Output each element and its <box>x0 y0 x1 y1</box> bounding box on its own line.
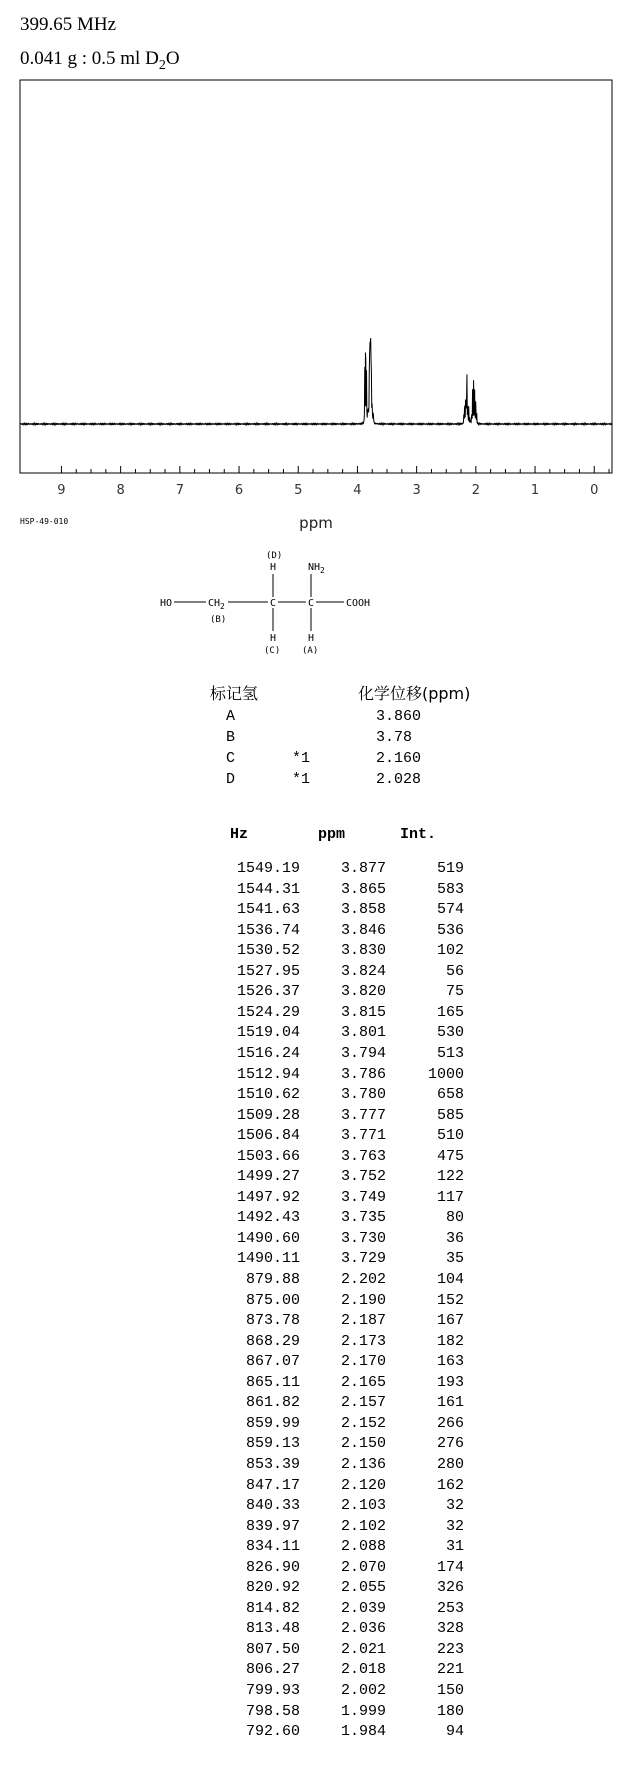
peak-hz: 1544.31 <box>236 880 300 898</box>
peak-ppm: 2.152 <box>340 1414 386 1432</box>
x-tick-label: 5 <box>294 483 303 498</box>
peak-table-row <box>0 1682 626 1703</box>
peak-hz: 879.88 <box>245 1271 300 1288</box>
assignment-header-label: 标记氢 <box>210 684 259 703</box>
peak-hz: 792.60 <box>245 1723 300 1741</box>
x-axis-ticks <box>61 466 609 473</box>
x-tick-label: 8 <box>116 483 125 498</box>
peak-intensity: 276 <box>436 1435 464 1453</box>
peak-table-row <box>0 1415 626 1436</box>
spectrometer-frequency: 399.65 MHz <box>20 14 117 35</box>
x-tick-label: 1 <box>530 483 540 498</box>
peak-ppm: 2.173 <box>340 1332 386 1350</box>
assignment-label: A <box>226 708 236 725</box>
peak-intensity: 35 <box>445 1250 464 1268</box>
assignment-note: *1 <box>292 771 311 788</box>
peak-hz: 1499.27 <box>236 1168 300 1186</box>
atom-ch2-text: CH <box>208 598 221 609</box>
peak-hz: 1536.74 <box>236 921 300 939</box>
peak-ppm: 3.858 <box>340 901 386 919</box>
peak-ppm: 3.794 <box>340 1044 386 1062</box>
peak-ppm: 3.865 <box>340 880 386 898</box>
assignment-label: C <box>226 750 236 767</box>
peak-intensity: 122 <box>436 1168 464 1186</box>
peak-hz: 840.33 <box>245 1497 300 1515</box>
peak-ppm: 2.021 <box>340 1640 386 1658</box>
atom-nh2 <box>308 562 325 575</box>
peak-table-row <box>0 1333 626 1354</box>
peak-hz: 875.00 <box>245 1291 300 1309</box>
assignment-row <box>0 750 626 771</box>
peak-intensity: 165 <box>436 1003 464 1021</box>
peak-ppm: 1.999 <box>340 1702 386 1720</box>
label-b: (B) <box>210 615 227 625</box>
peak-ppm: 3.729 <box>340 1250 386 1268</box>
assignment-row <box>0 771 626 792</box>
peak-intensity: 32 <box>445 1517 464 1535</box>
peak-table-row <box>0 922 626 943</box>
atom-c2: C <box>308 598 315 609</box>
peak-intensity: 80 <box>445 1209 464 1227</box>
peak-ppm: 2.190 <box>340 1291 386 1309</box>
peak-intensity: 163 <box>436 1353 464 1371</box>
peak-intensity: 162 <box>436 1476 464 1494</box>
x-axis-tick-labels <box>57 483 598 498</box>
peak-ppm: 3.780 <box>340 1086 386 1104</box>
peak-hz: 806.27 <box>245 1661 300 1679</box>
peak-table-row <box>0 983 626 1004</box>
peak-ppm: 2.102 <box>340 1517 386 1535</box>
peak-intensity: 104 <box>436 1271 464 1288</box>
peak-table-row <box>0 1045 626 1066</box>
peak-intensity: 75 <box>445 983 464 1001</box>
atom-nh2-text: NH <box>308 562 321 573</box>
peak-ppm: 2.202 <box>340 1271 386 1288</box>
peak-ppm: 3.846 <box>340 921 386 939</box>
peak-hz: 867.07 <box>245 1353 300 1371</box>
atom-ch2 <box>208 598 225 611</box>
peak-intensity: 328 <box>436 1620 464 1638</box>
peak-table-row <box>0 1477 626 1498</box>
peak-ppm: 2.157 <box>340 1394 386 1412</box>
peak-hz: 1527.95 <box>236 962 300 980</box>
peak-table-row <box>0 1250 626 1271</box>
peak-ppm: 3.763 <box>340 1147 386 1165</box>
peak-table-header-hz: Hz <box>230 826 249 843</box>
x-tick-label: 9 <box>57 483 66 498</box>
peak-hz: 1490.11 <box>236 1250 300 1268</box>
peak-intensity: 193 <box>436 1373 464 1391</box>
label-c: (C) <box>264 646 281 656</box>
peak-hz: 1490.60 <box>236 1229 300 1247</box>
peak-intensity: 56 <box>445 962 464 980</box>
peak-hz: 868.29 <box>245 1332 300 1350</box>
peak-ppm: 2.136 <box>340 1455 386 1473</box>
assignment-note: *1 <box>292 750 311 767</box>
peak-intensity: 585 <box>436 1106 464 1124</box>
nmr-spectrum-chart <box>0 0 626 540</box>
peak-hz: 1530.52 <box>236 942 300 960</box>
spectrum-trace <box>20 338 612 425</box>
sample-concentration-tail: O <box>165 48 180 69</box>
assignment-header-shift: 化学位移(ppm) <box>358 684 471 703</box>
atom-nh2-subscript: 2 <box>320 566 325 575</box>
atom-h-c2: H <box>308 633 315 644</box>
peak-ppm: 3.752 <box>340 1168 386 1186</box>
peak-ppm: 3.824 <box>340 962 386 980</box>
peak-table-row <box>0 942 626 963</box>
plot-frame <box>20 80 612 473</box>
peak-table-row <box>0 1004 626 1025</box>
peak-intensity: 102 <box>436 942 464 960</box>
peak-table-row <box>0 1107 626 1128</box>
peak-table-row <box>0 1641 626 1662</box>
peak-table-row <box>0 1374 626 1395</box>
peak-intensity: 150 <box>436 1682 464 1699</box>
peak-ppm: 2.165 <box>340 1373 386 1391</box>
peak-table-row <box>0 1189 626 1210</box>
peak-ppm: 2.088 <box>340 1538 386 1556</box>
peak-hz: 873.78 <box>245 1312 300 1330</box>
peak-table-row <box>0 1209 626 1230</box>
peak-ppm: 3.815 <box>340 1003 386 1021</box>
peak-hz: 861.82 <box>245 1394 300 1412</box>
peak-hz: 839.97 <box>245 1517 300 1535</box>
peak-ppm: 3.730 <box>340 1229 386 1247</box>
peak-hz: 853.39 <box>245 1455 300 1473</box>
peak-intensity: 31 <box>445 1538 464 1556</box>
peak-hz: 1492.43 <box>236 1209 300 1227</box>
peak-table-row <box>0 1394 626 1415</box>
peak-table-row <box>0 1127 626 1148</box>
peak-intensity: 513 <box>436 1044 464 1062</box>
peak-ppm: 3.877 <box>340 860 386 877</box>
peak-table-row <box>0 1661 626 1682</box>
peak-intensity: 658 <box>436 1086 464 1104</box>
peak-ppm: 3.771 <box>340 1127 386 1145</box>
peak-intensity: 266 <box>436 1414 464 1432</box>
atom-c1: C <box>270 598 277 609</box>
x-tick-label: 2 <box>471 483 480 498</box>
serine-structure <box>160 545 400 665</box>
peak-hz: 834.11 <box>245 1538 300 1556</box>
peak-hz: 1519.04 <box>236 1024 300 1042</box>
x-tick-label: 7 <box>175 483 184 498</box>
atom-ch2-subscript: 2 <box>220 602 225 611</box>
peak-intensity: 180 <box>436 1702 464 1720</box>
peak-hz: 1510.62 <box>236 1086 300 1104</box>
peak-table-row <box>0 1271 626 1292</box>
assignment-row <box>0 729 626 750</box>
peak-intensity: 510 <box>436 1127 464 1145</box>
assignment-shift: 3.860 <box>376 708 422 725</box>
peak-table-row <box>0 963 626 984</box>
peak-hz: 859.99 <box>245 1414 300 1432</box>
peak-ppm: 2.187 <box>340 1312 386 1330</box>
x-axis-label: ppm <box>299 514 333 532</box>
peak-ppm: 3.786 <box>340 1065 386 1083</box>
x-tick-label: 4 <box>353 483 362 498</box>
peak-ppm: 2.120 <box>340 1476 386 1494</box>
peak-hz: 807.50 <box>245 1640 300 1658</box>
peak-ppm: 1.984 <box>340 1723 386 1741</box>
peak-intensity: 36 <box>445 1229 464 1247</box>
peak-hz: 1512.94 <box>236 1065 300 1083</box>
peak-intensity: 161 <box>436 1394 464 1412</box>
peak-intensity: 530 <box>436 1024 464 1042</box>
peak-hz: 1516.24 <box>236 1044 300 1062</box>
peak-intensity: 326 <box>436 1579 464 1597</box>
peak-table-row <box>0 1456 626 1477</box>
peak-table-row <box>0 1723 626 1744</box>
peak-table-row <box>0 1538 626 1559</box>
sample-concentration-main: 0.041 g : 0.5 ml D <box>20 48 159 69</box>
atom-ho: HO <box>160 598 173 609</box>
peak-hz: 1509.28 <box>236 1106 300 1124</box>
peak-table-row <box>0 1168 626 1189</box>
peak-intensity: 94 <box>445 1723 464 1741</box>
peak-ppm: 3.749 <box>340 1188 386 1206</box>
peak-table-row <box>0 1559 626 1580</box>
peak-intensity: 223 <box>436 1640 464 1658</box>
label-d: (D) <box>266 551 283 561</box>
peak-hz: 799.93 <box>245 1682 300 1699</box>
peak-table-row <box>0 1066 626 1087</box>
atom-h-top: H <box>270 562 277 573</box>
peak-intensity: 152 <box>436 1291 464 1309</box>
peak-table-row <box>0 1579 626 1600</box>
peak-table-row <box>0 1703 626 1724</box>
peak-hz: 847.17 <box>245 1476 300 1494</box>
peak-table-row <box>0 1435 626 1456</box>
peak-ppm: 3.830 <box>340 942 386 960</box>
peak-ppm: 3.735 <box>340 1209 386 1227</box>
peak-hz: 1524.29 <box>236 1003 300 1021</box>
peak-ppm: 2.036 <box>340 1620 386 1638</box>
peak-intensity: 117 <box>436 1188 464 1206</box>
peak-intensity: 253 <box>436 1599 464 1617</box>
assignment-label: D <box>226 771 236 788</box>
peak-ppm: 3.777 <box>340 1106 386 1124</box>
peak-table-row <box>0 1148 626 1169</box>
peak-ppm: 2.070 <box>340 1558 386 1576</box>
peak-table-row <box>0 1518 626 1539</box>
peak-intensity: 32 <box>445 1497 464 1515</box>
peak-ppm: 3.801 <box>340 1024 386 1042</box>
peak-hz: 826.90 <box>245 1558 300 1576</box>
peak-table-row <box>0 1620 626 1641</box>
assignment-shift: 3.78 <box>376 729 413 746</box>
assignment-shift: 2.028 <box>376 771 422 788</box>
x-tick-label: 0 <box>590 483 599 498</box>
peak-intensity: 280 <box>436 1455 464 1473</box>
peak-ppm: 2.055 <box>340 1579 386 1597</box>
peak-table-row <box>0 1292 626 1313</box>
peak-table-row <box>0 1497 626 1518</box>
peak-table-row <box>0 860 626 881</box>
peak-hz: 814.82 <box>245 1599 300 1617</box>
peak-table-row <box>0 1353 626 1374</box>
peak-ppm: 2.150 <box>340 1435 386 1453</box>
peak-intensity: 536 <box>436 921 464 939</box>
x-tick-label: 3 <box>412 483 421 498</box>
peak-hz: 859.13 <box>245 1435 300 1453</box>
peak-hz: 1506.84 <box>236 1127 300 1145</box>
peak-intensity: 1000 <box>427 1065 464 1083</box>
peak-table-row <box>0 881 626 902</box>
label-a: (A) <box>302 646 319 656</box>
peak-table-row <box>0 1230 626 1251</box>
peak-ppm: 2.039 <box>340 1599 386 1617</box>
peak-hz: 1549.19 <box>236 860 300 877</box>
peak-table-header-ppm: ppm <box>318 826 346 843</box>
peak-table-row <box>0 1086 626 1107</box>
atom-cooh: COOH <box>346 598 371 609</box>
peak-intensity: 519 <box>436 860 464 877</box>
peak-hz: 1541.63 <box>236 901 300 919</box>
peak-hz: 1497.92 <box>236 1188 300 1206</box>
assignment-row <box>0 708 626 729</box>
peak-hz: 798.58 <box>245 1702 300 1720</box>
peak-ppm: 3.820 <box>340 983 386 1001</box>
peak-hz: 1526.37 <box>236 983 300 1001</box>
peak-ppm: 2.018 <box>340 1661 386 1679</box>
peak-intensity: 182 <box>436 1332 464 1350</box>
peak-ppm: 2.170 <box>340 1353 386 1371</box>
peak-table-row <box>0 1600 626 1621</box>
peak-ppm: 2.103 <box>340 1497 386 1515</box>
peak-ppm: 2.002 <box>340 1682 386 1699</box>
atom-h-bottom: H <box>270 633 277 644</box>
peak-hz: 813.48 <box>245 1620 300 1638</box>
peak-intensity: 583 <box>436 880 464 898</box>
peak-hz: 865.11 <box>245 1373 300 1391</box>
peak-intensity: 167 <box>436 1312 464 1330</box>
x-tick-label: 6 <box>234 483 244 498</box>
spectrum-code: HSP-49-010 <box>20 517 69 526</box>
peak-table-header-int: Int. <box>400 826 437 843</box>
peak-hz: 1503.66 <box>236 1147 300 1165</box>
assignment-label: B <box>226 729 236 746</box>
sample-concentration-subscript: 2 <box>158 57 166 73</box>
peak-intensity: 174 <box>436 1558 464 1576</box>
peak-table-row <box>0 1312 626 1333</box>
peak-hz: 820.92 <box>245 1579 300 1597</box>
peak-intensity: 221 <box>436 1661 464 1679</box>
peak-intensity: 574 <box>436 901 464 919</box>
peak-table-row <box>0 901 626 922</box>
peak-table-row <box>0 1024 626 1045</box>
assignment-shift: 2.160 <box>376 750 422 767</box>
peak-intensity: 475 <box>436 1147 464 1165</box>
